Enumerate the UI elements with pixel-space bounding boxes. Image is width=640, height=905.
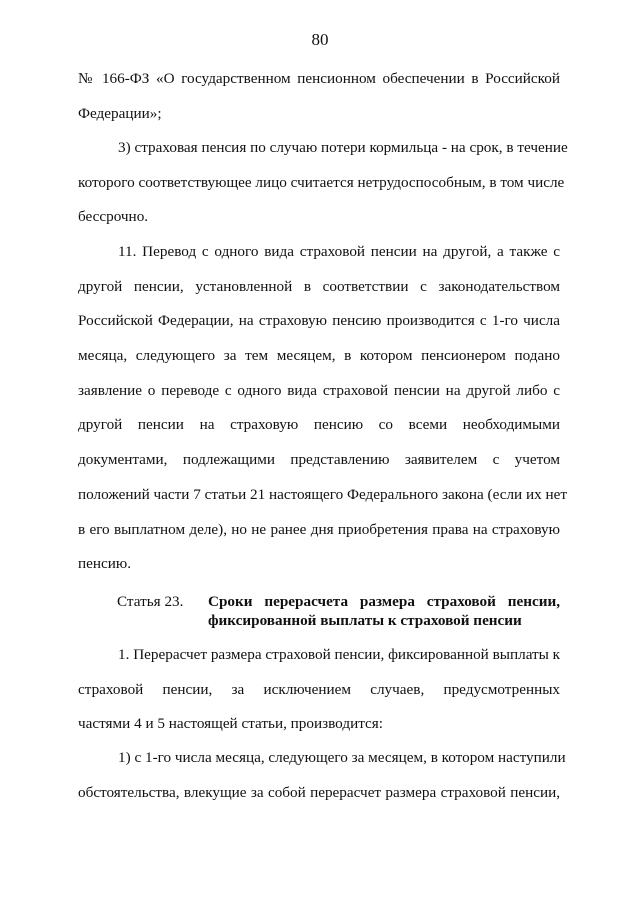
paragraph-law-reference bbox=[78, 62, 560, 131]
text-line: которого соответствующее лицо считается нетрудоспособным, в том числе bbox=[78, 173, 565, 191]
text-line: 1. Перерасчет размера страховой пенсии, фиксированной выплаты к bbox=[118, 646, 561, 663]
article-title-line: фиксированной выплаты к страховой пенсии bbox=[208, 612, 522, 629]
text-line: № 166-ФЗ «О государственном пенсионном обеспечении в Российской bbox=[78, 70, 560, 87]
text-line: обстоятельства, влекущие за собой перерасчет размера страховой пенсии, bbox=[78, 783, 560, 801]
text-line: Федерации»; bbox=[78, 104, 162, 122]
text-line: положений части 7 статьи 21 настоящего Федерального закона (если их нет bbox=[78, 485, 567, 503]
page-number: 80 bbox=[311, 30, 329, 49]
paragraph-item-3 bbox=[78, 131, 568, 235]
paragraph-point-1 bbox=[78, 638, 560, 742]
text-line: заявление о переводе с одного вида страховой пенсии на другой либо с bbox=[78, 381, 560, 399]
text-line: Российской Федерации, на страховую пенсию производится с 1-го числа bbox=[78, 312, 560, 330]
article-title-line: Сроки перерасчета размера страховой пенсии, bbox=[208, 593, 560, 610]
article-number: Статья 23. bbox=[117, 593, 184, 610]
text-line: в его выплатном деле), но не ранее дня приобретения права на страховую bbox=[78, 520, 560, 538]
article-title bbox=[208, 592, 560, 630]
text-line: 11. Перевод с одного вида страховой пенсии на другой, а также с bbox=[118, 243, 560, 260]
text-line: бессрочно. bbox=[78, 208, 149, 226]
text-line: документами, подлежащими представлению заявителем с учетом bbox=[78, 451, 560, 469]
text-line: другой пенсии на страховую пенсию со всеми необходимыми bbox=[78, 416, 560, 434]
text-line: 1) с 1-го числа месяца, следующего за месяцем, в котором наступили bbox=[118, 749, 566, 766]
text-line: пенсию. bbox=[78, 555, 132, 573]
text-line: частями 4 и 5 настоящей статьи, производится: bbox=[78, 715, 383, 733]
text-line: месяца, следующего за тем месяцем, в котором пенсионером подано bbox=[78, 347, 560, 365]
article-heading-row bbox=[117, 592, 560, 630]
paragraph-point-11 bbox=[78, 235, 567, 582]
paragraph-subitem-1 bbox=[78, 741, 566, 810]
text-line: 3) страховая пенсия по случаю потери кормильца - на срок, в течение bbox=[118, 139, 568, 156]
article-heading bbox=[117, 592, 560, 630]
text-line: страховой пенсии, за исключением случаев, предусмотренных bbox=[78, 680, 560, 698]
text-line: другой пенсии, установленной в соответствии с законодательством bbox=[78, 277, 560, 295]
